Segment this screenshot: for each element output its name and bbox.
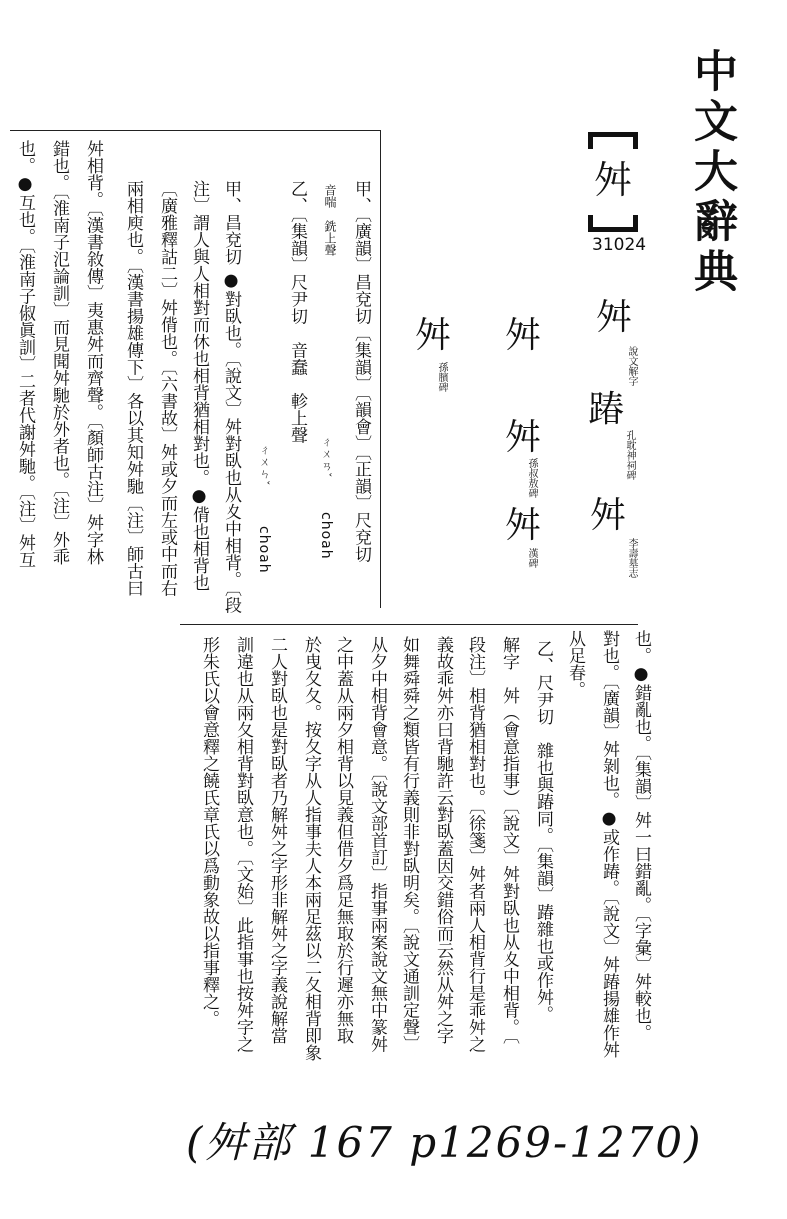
entry-line: 訓違也从兩夂相背對臥意也。〔文始〕此指事也按舛字之 xyxy=(233,636,253,1053)
book-title: 中文大辭典 xyxy=(686,48,737,298)
entry-line: 兩相庾也。〔漢書揚雄傳下〕各以其知舛馳〔注〕師古曰 xyxy=(123,180,143,597)
entry-line: 乙、尺尹切 雜也與踳同。〔集韻〕踳雜也或作舛。 xyxy=(533,640,553,1023)
headword-box xyxy=(588,132,638,232)
ancient-form-glyph: 舛 xyxy=(590,495,627,536)
ancient-form-source: 李壽墓志 xyxy=(626,538,637,578)
entry-line: 音喘 銑上聲 xyxy=(323,184,337,256)
entry-line: 注〕謂人與人相對而休也相背猶相對也。●偝也相背也 xyxy=(189,180,209,591)
ancient-form-source: 說文解字 xyxy=(626,346,637,386)
ancient-form-source: 孫臏碑 xyxy=(436,362,447,392)
entry-line: 義故乖舛亦曰背馳許云對臥蓋因交錯俗而云然从舛之字 xyxy=(433,636,453,1044)
ancient-form-glyph: 舛 xyxy=(505,505,542,546)
bopomofo: ㄔㄨㄢˇ xyxy=(320,436,333,479)
ancient-form-glyph: 舛 xyxy=(415,315,452,356)
entry-line: 舛相背。〔漢書敘傳〕夷惠舛而齊聲。〔顏師古注〕舛字林 xyxy=(83,140,103,565)
handwritten-note: (舛部 167 p1269-1270) xyxy=(186,1118,703,1167)
entry-line: 甲、昌兗切 ●對臥也。〔說文〕舛對臥也从夊中相背。〔段 xyxy=(221,180,241,614)
bopomofo: ㄔㄨㄣˇ xyxy=(258,444,271,487)
entry-line: 〔廣雅釋詁二〕舛偝也。〔六書故〕舛或夕而左或中而右 xyxy=(157,180,177,597)
entry-line: 也。●錯亂也。〔集韻〕舛一曰錯亂。〔字彙〕舛較也。 xyxy=(631,630,651,1041)
entry-line: 段注〕相背猶相對也。〔徐箋〕舛者兩人相背行是乖舛之 xyxy=(465,636,485,1053)
entry-line: 錯也。〔淮南子氾論訓〕而見聞舛馳於外者也。〔注〕外乖 xyxy=(49,140,69,565)
ancient-form-glyph: 舛 xyxy=(596,297,633,338)
entry-line: 从足春。 xyxy=(565,630,585,698)
entry-line: 乙、〔集韻〕尺尹切 音蠢 軫上聲 xyxy=(287,180,307,444)
entry-line: 解字 舛（會意指事）〔說文〕舛對臥也从夊中相背。〔 xyxy=(499,636,519,1044)
headword-char: 舛 xyxy=(594,158,633,202)
bracket-top xyxy=(588,132,638,149)
romanization: choah xyxy=(256,526,272,574)
ancient-form-glyph: 舛 xyxy=(505,315,542,356)
ancient-form-glyph: 舛 xyxy=(505,417,542,458)
entry-line: 之中蓋从兩夕相背以見義但借夕爲足無取於行遲亦無取 xyxy=(333,636,353,1044)
ancient-form-source: 漢碑 xyxy=(526,548,537,568)
lower-rule xyxy=(180,624,638,625)
ancient-form-glyph: 踳 xyxy=(588,389,625,430)
entry-line: 甲、〔廣韻〕昌兗切〔集韻〕〔韻會〕〔正韻〕尺兗切 xyxy=(351,180,371,563)
entry-line: 也。●互也。〔淮南子俶眞訓〕二者代謝舛馳。〔注〕舛互 xyxy=(15,140,35,568)
romanization: choah xyxy=(318,512,334,560)
upper-rule xyxy=(10,130,380,131)
entry-line: 於曳夂夂。按夂字从人指事夫人本兩足茲以二夂相背即象 xyxy=(301,636,321,1061)
ancient-form-source: 孫叔敖碑 xyxy=(526,458,537,498)
entry-line: 二人對臥也是對臥者乃解舛之字形非解舛之字義說解當 xyxy=(267,636,287,1044)
headword-code: 31024 xyxy=(592,235,647,255)
ancient-form-source: 孔耽神祠碑 xyxy=(624,430,635,480)
entry-line: 形朱氏以會意釋之饒氏章氏以爲動象故以指事釋之。 xyxy=(199,636,219,1027)
entry-line: 如舞舜舜之類皆有行義則非對臥明矣。〔說文通訓定聲〕 xyxy=(399,636,419,1053)
entry-line: 从夕中相背會意。〔說文部首訂〕指事兩案說文無中篆舛 xyxy=(367,636,387,1053)
entry-line: 對也。〔廣韻〕舛剝也。●或作踳。〔說文〕舛踳揚雄作舛 xyxy=(599,630,619,1058)
upper-vertical-rule xyxy=(380,130,381,608)
bracket-bottom xyxy=(588,215,638,232)
